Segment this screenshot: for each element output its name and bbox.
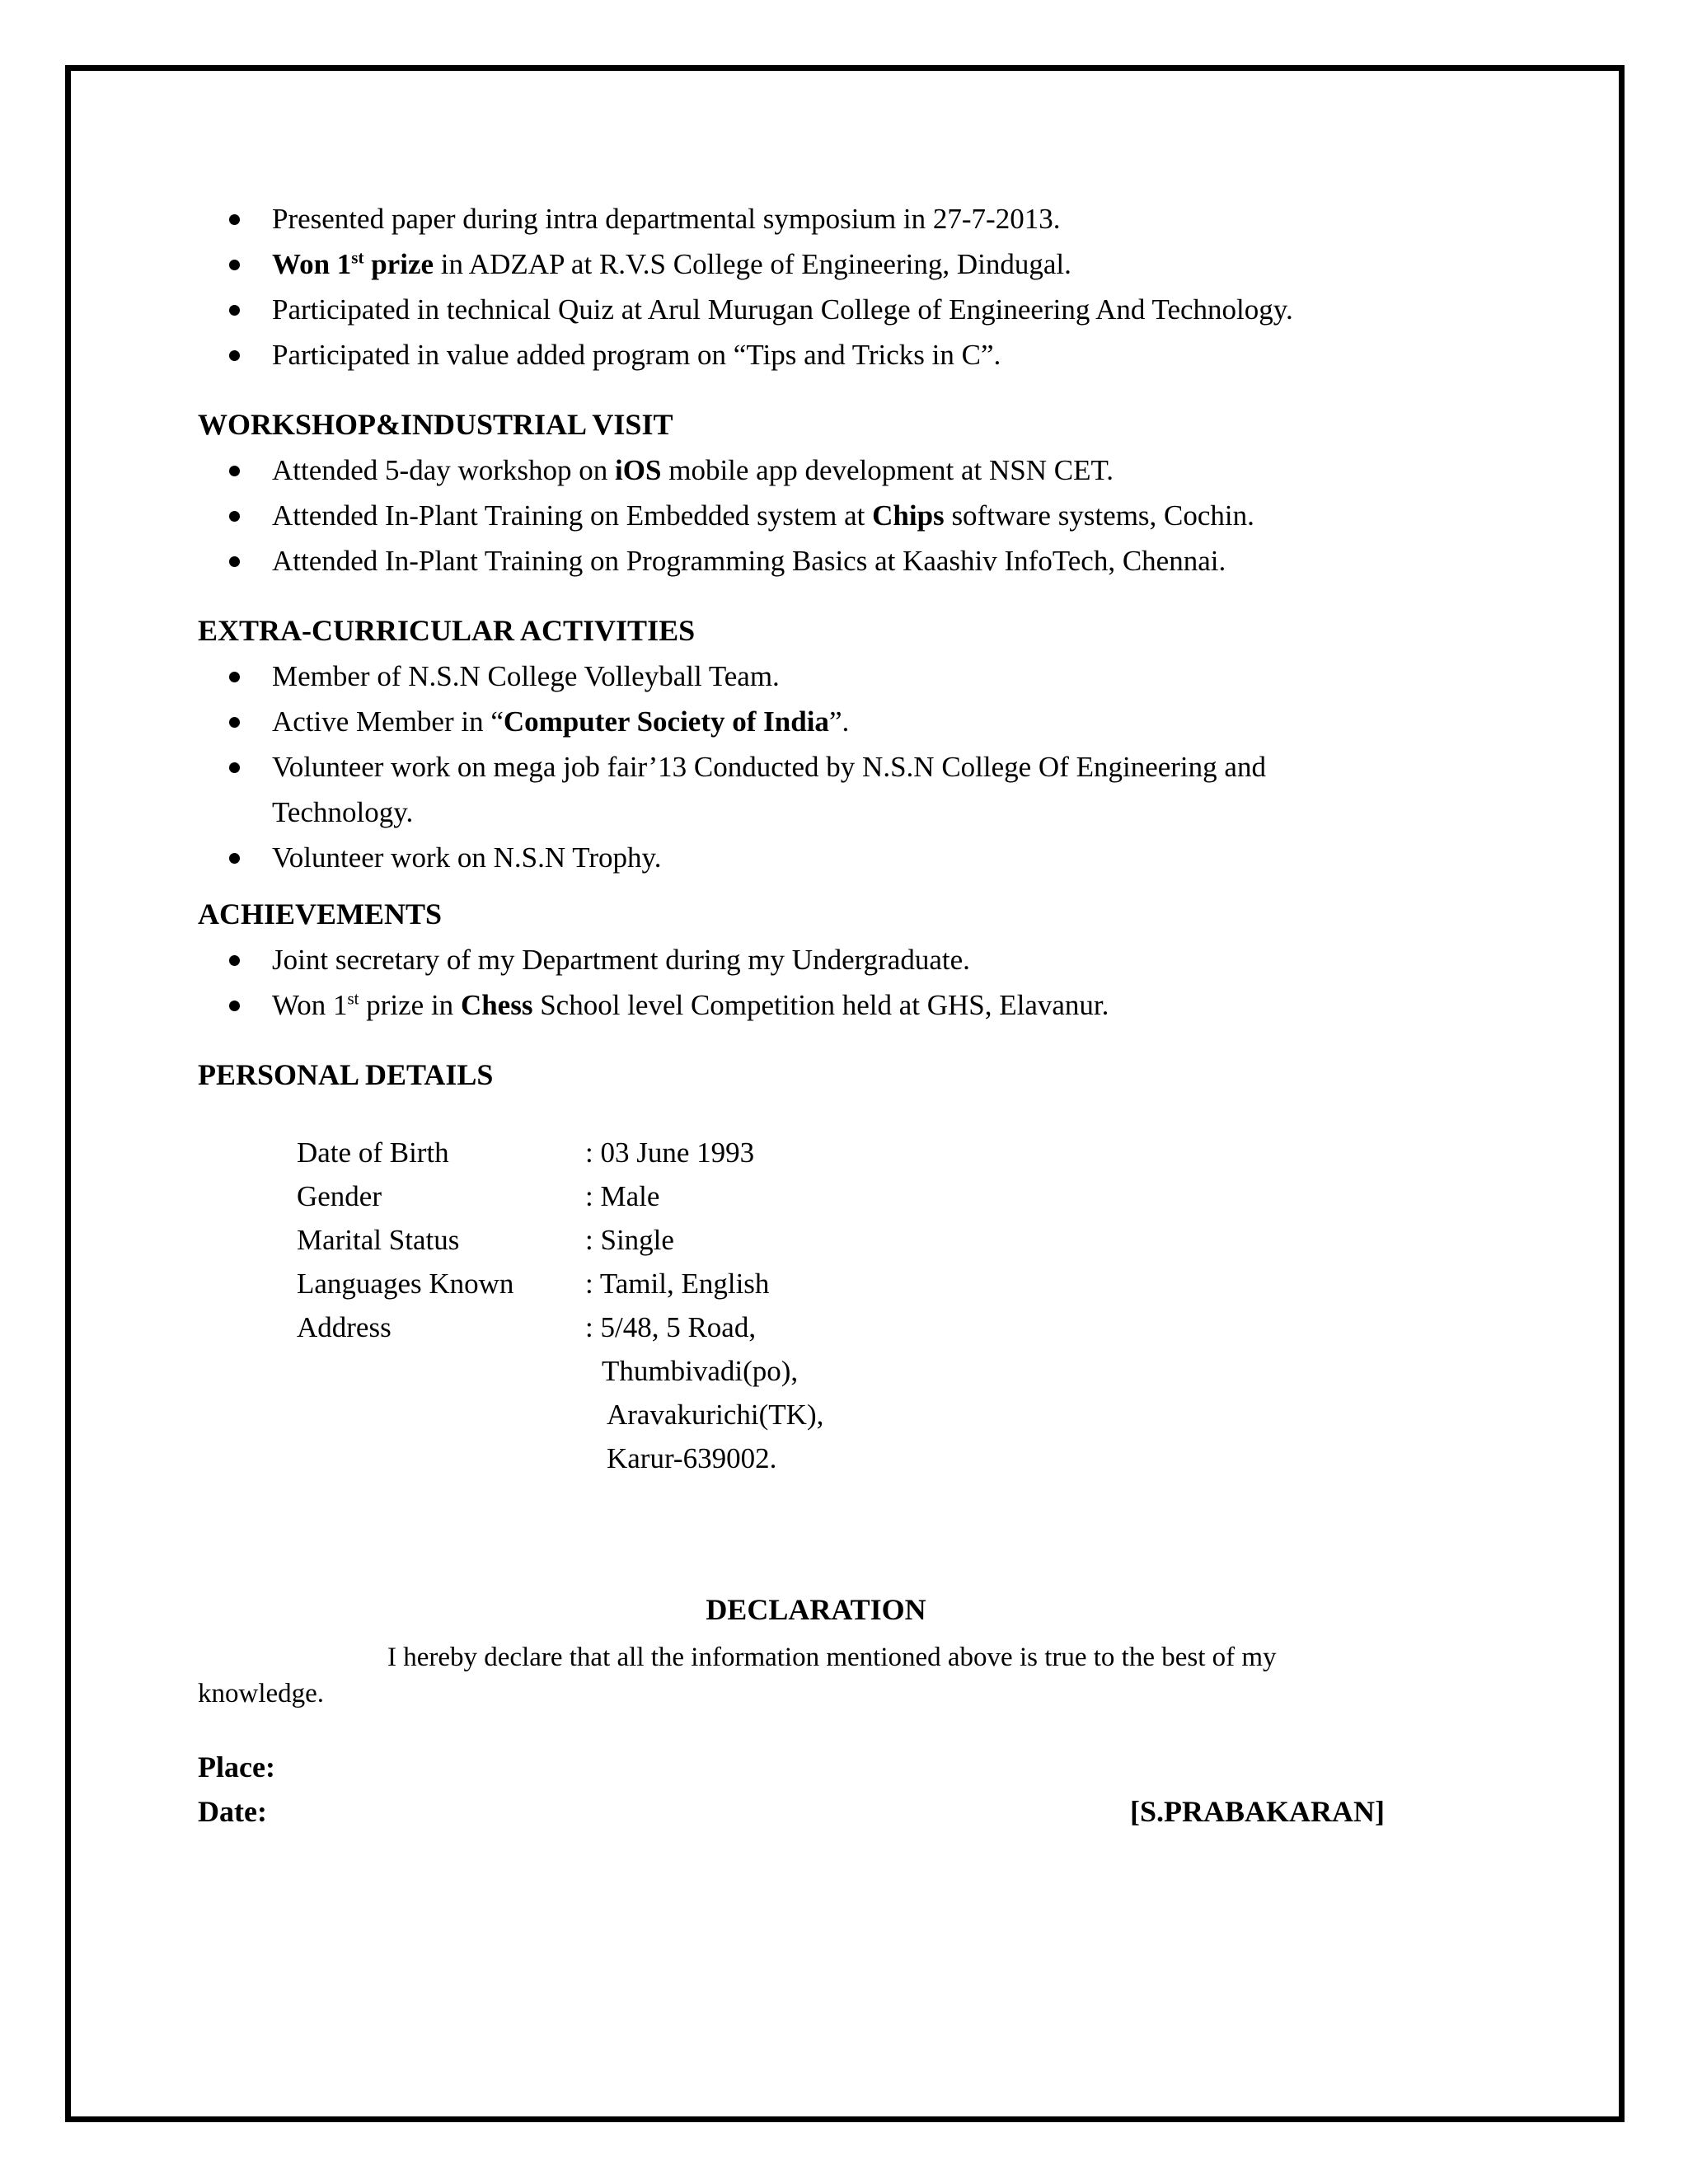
list-item: Won 1st prize in ADZAP at R.V.S College of Engineering, Dindugal. bbox=[198, 241, 1434, 287]
list-item: Volunteer work on N.S.N Trophy. bbox=[198, 835, 1434, 880]
list-item: Attended In-Plant Training on Embedded system at Chips software systems, Cochin. bbox=[198, 493, 1434, 538]
section-heading-achievements: ACHIEVEMENTS bbox=[198, 898, 443, 930]
list-item: Participated in value added program on “Tips and Tricks in C”. bbox=[198, 332, 1434, 377]
list-item: Volunteer work on mega job fair’13 Conducted by N.S.N College Of Engineering and Technology. bbox=[198, 744, 1434, 835]
list-item: Participated in technical Quiz at Arul Murugan College of Engineering And Technology. bbox=[198, 287, 1434, 332]
section-heading-extra-curricular: EXTRA-CURRICULAR ACTIVITIES bbox=[198, 614, 696, 647]
table-row: Marital Status : Single bbox=[297, 1224, 674, 1256]
table-row: Languages Known : Tamil, English bbox=[297, 1268, 770, 1300]
bullet-icon bbox=[229, 305, 240, 316]
table-row: Date of Birth : 03 June 1993 bbox=[297, 1137, 755, 1169]
table-row: Gender : Male bbox=[297, 1180, 660, 1212]
bullet-icon bbox=[229, 260, 240, 270]
achievements-list bbox=[198, 937, 1434, 1028]
workshop-list bbox=[198, 448, 1434, 583]
bullet-icon bbox=[229, 556, 240, 567]
personal-details-table bbox=[297, 1131, 823, 1480]
address-value: : 5/48, 5 Road, Thumbivadi(po), Aravakurichi(TK), Karur-639002. bbox=[585, 1311, 824, 1474]
list-item: Member of N.S.N College Volleyball Team. bbox=[198, 654, 1434, 699]
bullet-icon bbox=[229, 955, 240, 966]
section-heading-personal-details: PERSONAL DETAILS bbox=[198, 1058, 494, 1091]
list-item: Attended 5-day workshop on iOS mobile app development at NSN CET. bbox=[198, 448, 1434, 493]
extra-curricular-list bbox=[198, 654, 1434, 880]
signature-name: [S.PRABAKARAN] bbox=[1130, 1795, 1385, 1828]
resume-page-content bbox=[198, 196, 1434, 1834]
symposium-list bbox=[198, 196, 1434, 377]
bullet-icon bbox=[229, 511, 240, 522]
date-label: Date: bbox=[198, 1795, 267, 1828]
place-label: Place: bbox=[198, 1750, 275, 1783]
bullet-icon bbox=[229, 717, 240, 728]
bullet-icon bbox=[229, 466, 240, 476]
list-item: Won 1st prize in Chess School level Competition held at GHS, Elavanur. bbox=[198, 982, 1434, 1028]
list-item: Joint secretary of my Department during my Undergraduate. bbox=[198, 937, 1434, 982]
list-item: Presented paper during intra departmental symposium in 27-7-2013. bbox=[198, 196, 1434, 241]
list-item: Attended In-Plant Training on Programming Basics at Kaashiv InfoTech, Chennai. bbox=[198, 538, 1434, 583]
bullet-icon bbox=[229, 214, 240, 225]
list-item: Active Member in “Computer Society of India”. bbox=[198, 699, 1434, 744]
bullet-icon bbox=[229, 1001, 240, 1011]
bullet-icon bbox=[229, 762, 240, 773]
bullet-icon bbox=[229, 672, 240, 682]
declaration-title: DECLARATION bbox=[706, 1593, 926, 1626]
bullet-icon bbox=[229, 350, 240, 361]
section-heading-workshop: WORKSHOP&INDUSTRIAL VISIT bbox=[198, 408, 673, 441]
table-row: Address : 5/48, 5 Road, Thumbivadi(po), Aravakurichi(TK), Karur-639002. bbox=[297, 1305, 823, 1480]
declaration-text: I hereby declare that all the information mentioned above is true to the best of my knowledge. bbox=[198, 1643, 1277, 1708]
bullet-icon bbox=[229, 853, 240, 864]
signature-block bbox=[198, 1745, 1385, 1834]
